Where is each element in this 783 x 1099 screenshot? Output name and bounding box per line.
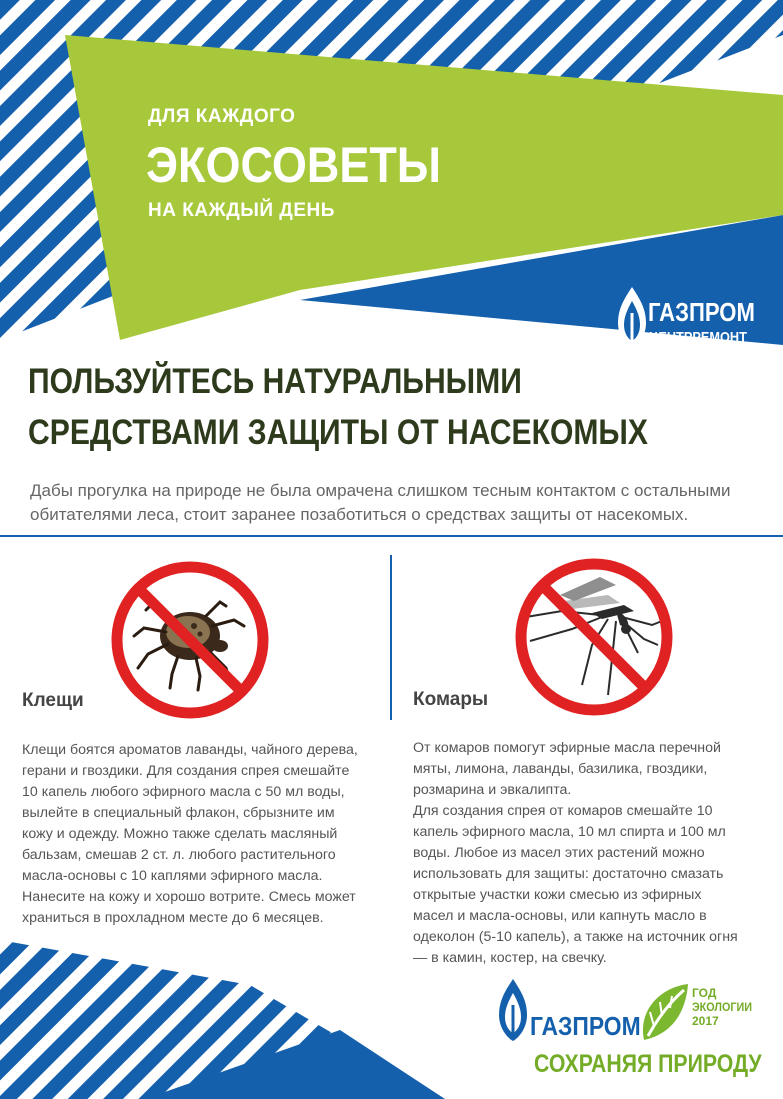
intro-text: Дабы прогулка на природе не была омрачена слишком тесным контактом с остальными обитателями леса, стоит заранее позаботиться о средствах защиты от насекомых.: [30, 481, 731, 524]
eco-year-line-3: 2017: [692, 1014, 719, 1028]
section-body-mosquitoes: [413, 738, 743, 969]
main-title-line-2: СРЕДСТВАМИ ЗАЩИТЫ ОТ НАСЕКОМЫХ: [28, 413, 648, 452]
logo-company-name: ГАЗПРОМ: [648, 297, 755, 327]
mosquitoes-paragraph-1: От комаров помогут эфирные масла перечной мяты, лимона, лаванды, базилика, гвоздики, розмарина и эвкалипта.: [413, 740, 721, 798]
main-title-line-1: ПОЛЬЗУЙТЕСЬ НАТУРАЛЬНЫМИ: [28, 362, 522, 401]
mosquitoes-paragraph-2: Для создания спрея от комаров смешайте 10 капель эфирного масла, 10 мл спирта и 100 мл воды. Любое из масел этих растений можно использовать для защиты: достаточно смазать открытые участки кожи смесью из эфирных масел и масла-основы, или капнуть масло в одеколон (5-10 капель), а также на источник огня — в камин, костер, на свечку.: [413, 803, 738, 966]
section-title-ticks: Клещи: [22, 690, 84, 711]
no-ticks-icon: [108, 558, 272, 722]
header-line-1: ДЛЯ КАЖДОГО: [148, 106, 296, 127]
eco-year-line-2: ЭКОЛОГИИ: [692, 1000, 753, 1014]
eco-year-logo: [638, 982, 758, 1044]
eco-year-line-1: ГОД: [692, 986, 717, 1000]
logo-company-subname: ЦЕНТРРЕМОНТ: [649, 329, 747, 346]
header-title: ЭКОСОВЕТЫ: [146, 137, 441, 193]
gazprom-flame-icon: [612, 283, 652, 353]
gazprom-centrremont-logo: [612, 283, 777, 353]
section-title-mosquitoes: Комары: [413, 689, 489, 710]
ticks-paragraph: Клещи боятся ароматов лаванды, чайного дерева, герани и гвоздики. Для создания спрея смешайте 10 капель любого эфирного масла с 50 мл воды, вылейте в специальный флакон, сбрызните им кожу и одежду. Можно также сделать масляный бальзам, смешав 2 ст. л. любого растительного масла-основы с 10 каплями эфирного масла. Нанесите на кожу и хорошо вотрите. Смесь может храниться в прохладном месте до 6 месяцев.: [22, 742, 358, 926]
footer-slogan: СОХРАНЯЯ ПРИРОДУ: [534, 1050, 762, 1078]
leaf-icon: [638, 982, 690, 1044]
header-line-3: НА КАЖДЫЙ ДЕНЬ: [148, 200, 335, 221]
gazprom-flame-footer-icon: [492, 975, 534, 1045]
no-mosquitoes-icon: [512, 555, 676, 719]
footer-logo-name: ГАЗПРОМ: [530, 1011, 641, 1041]
section-body-ticks: [22, 740, 367, 929]
gazprom-footer-logo: [492, 975, 652, 1045]
